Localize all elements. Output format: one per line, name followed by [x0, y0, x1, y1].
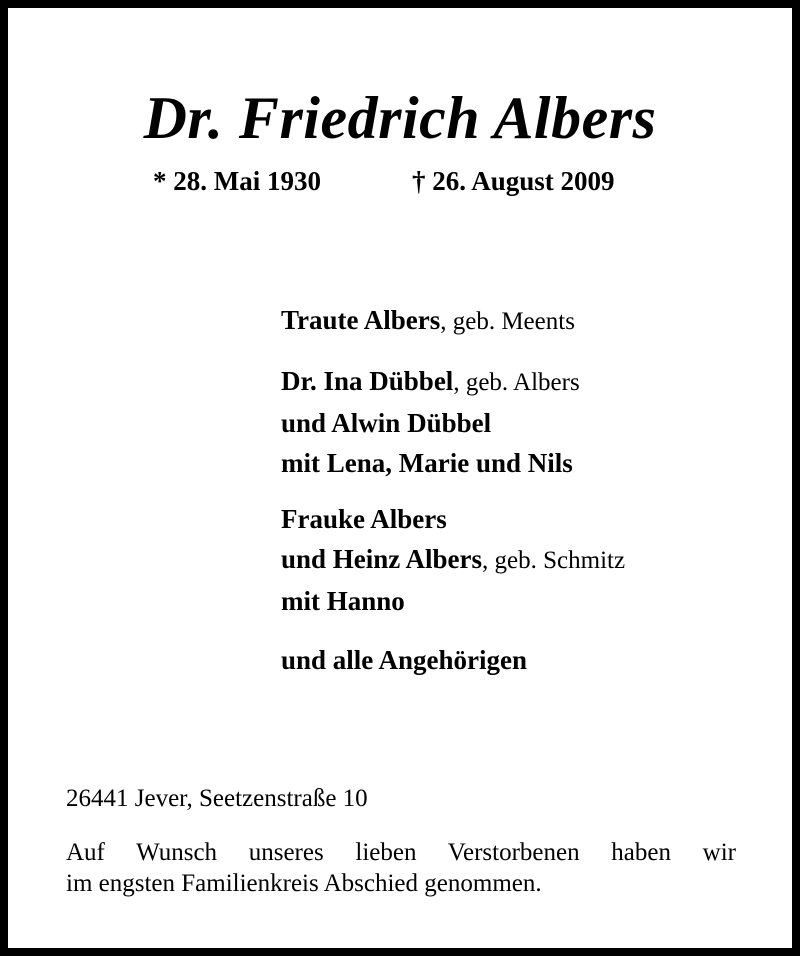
birth-date: * 28. Mai 1930 — [153, 166, 321, 196]
family-group-daughter-ina — [281, 361, 580, 483]
family-name: mit Hanno — [281, 586, 405, 616]
family-group-spouse — [281, 300, 575, 342]
family-name: und Alwin Dübbel — [281, 408, 492, 438]
family-name: und alle Angehörigen — [281, 645, 528, 675]
closing-text — [66, 837, 736, 899]
maiden-name-note: , geb. Meents — [440, 308, 575, 335]
family-line — [281, 499, 625, 539]
maiden-name-note: , geb. Albers — [453, 369, 580, 396]
family-name: Dr. Ina Dübbel — [281, 366, 454, 396]
family-name: Frauke Albers — [281, 504, 447, 534]
family-group-relatives — [281, 640, 527, 680]
death-date: † 26. August 2009 — [412, 166, 615, 196]
maiden-name-note: , geb. Schmitz — [482, 547, 626, 574]
family-name: Traute Albers — [281, 305, 441, 335]
closing-line-2: im engsten Familienkreis Abschied genommen. — [66, 870, 542, 897]
family-line — [281, 361, 580, 403]
address: 26441 Jever, Seetzenstraße 10 — [66, 785, 368, 812]
family-line — [281, 443, 580, 483]
family-line — [281, 640, 527, 680]
family-line — [281, 403, 580, 443]
family-line — [281, 300, 575, 342]
family-name: mit Lena, Marie und Nils — [281, 448, 573, 478]
family-line — [281, 581, 625, 621]
closing-line-1: Auf Wunsch unseres lieben Verstorbenen haben wir — [66, 839, 736, 866]
family-group-daughter-frauke — [281, 499, 625, 621]
deceased-name: Dr. Friedrich Albers — [143, 85, 657, 151]
family-line — [281, 539, 625, 581]
family-name: und Heinz Albers — [281, 544, 483, 574]
